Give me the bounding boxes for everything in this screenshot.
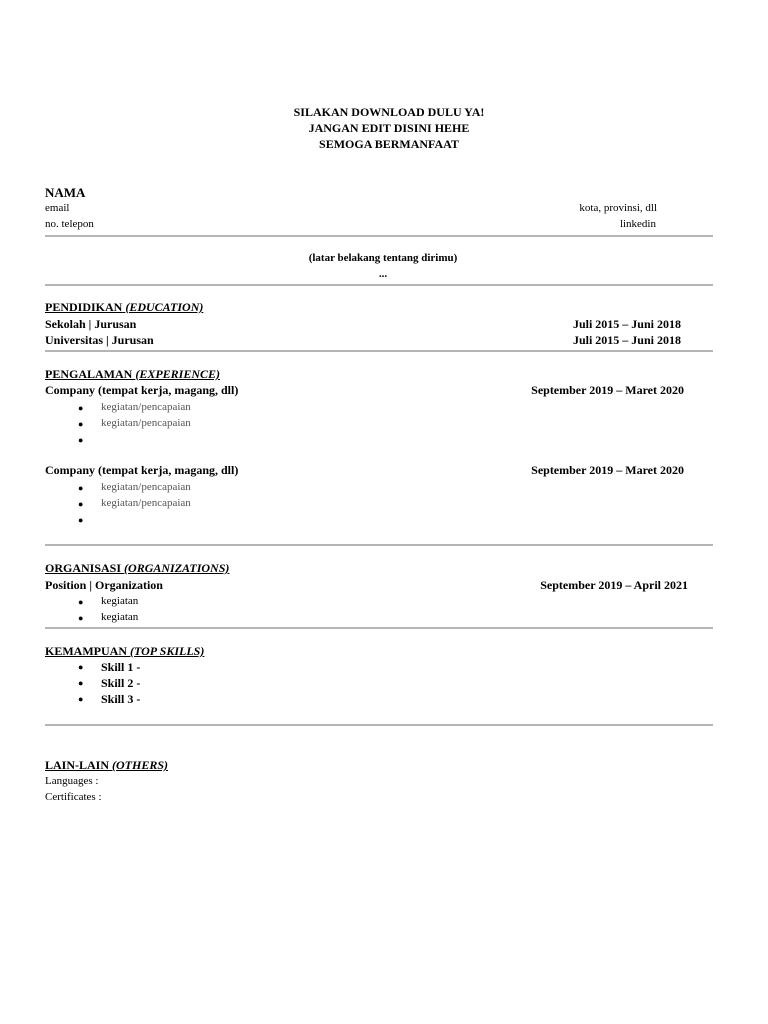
experience-heading: PENGALAMAN (EXPERIENCE) xyxy=(45,367,221,381)
skill-item-3: Skill 3 - xyxy=(101,692,141,706)
organizations-heading: ORGANISASI (ORGANIZATIONS) xyxy=(45,561,230,575)
experience-1-company: Company (tempat kerja, magang, dll) xyxy=(45,383,239,397)
divider xyxy=(45,724,713,726)
divider xyxy=(45,544,713,546)
bullet-icon: ● xyxy=(78,662,84,672)
bullet-icon: ● xyxy=(78,403,84,413)
divider xyxy=(45,284,713,286)
summary-ellipsis: ... xyxy=(378,268,388,280)
education-row-2-name: Universitas | Jurusan xyxy=(45,333,154,347)
bullet-icon: ● xyxy=(78,419,84,429)
education-row-2-date: Juli 2015 – Juni 2018 xyxy=(572,333,681,347)
bullet-icon: ● xyxy=(78,515,84,525)
others-languages: Languages : xyxy=(45,775,99,787)
education-row-1-date: Juli 2015 – Juni 2018 xyxy=(572,317,681,331)
experience-2-date: September 2019 – Maret 2020 xyxy=(531,463,684,477)
summary-text: (latar belakang tentang dirimu) xyxy=(308,252,458,264)
experience-1-bullet-1: kegiatan/pencapaian xyxy=(101,401,191,413)
bullet-icon: ● xyxy=(78,435,84,445)
education-row-1-name: Sekolah | Jurusan xyxy=(45,317,137,331)
organization-position: Position | Organization xyxy=(45,578,163,592)
bullet-icon: ● xyxy=(78,499,84,509)
experience-1-date: September 2019 – Maret 2020 xyxy=(531,383,684,397)
divider xyxy=(45,350,713,352)
experience-2-bullet-1: kegiatan/pencapaian xyxy=(101,481,191,493)
header-line-3: SEMOGA BERMANFAAT xyxy=(319,137,459,151)
header-line-1: SILAKAN DOWNLOAD DULU YA! xyxy=(293,105,485,119)
bullet-icon: ● xyxy=(78,597,84,607)
contact-email: email xyxy=(45,202,70,214)
contact-location: kota, provinsi, dll xyxy=(579,202,657,214)
skill-item-2: Skill 2 - xyxy=(101,676,141,690)
divider xyxy=(45,235,713,237)
organization-bullet-2: kegiatan xyxy=(101,611,139,623)
bullet-icon: ● xyxy=(78,694,84,704)
experience-2-company: Company (tempat kerja, magang, dll) xyxy=(45,463,239,477)
bullet-icon: ● xyxy=(78,613,84,623)
experience-1-bullet-2: kegiatan/pencapaian xyxy=(101,417,191,429)
skill-item-1: Skill 1 - xyxy=(101,660,141,674)
contact-name: NAMA xyxy=(45,185,86,200)
organization-date: September 2019 – April 2021 xyxy=(540,578,688,592)
organization-bullet-1: kegiatan xyxy=(101,595,139,607)
contact-phone: no. telepon xyxy=(45,218,94,230)
header-line-2: JANGAN EDIT DISINI HEHE xyxy=(308,121,470,135)
others-certificates: Certificates : xyxy=(45,791,102,803)
others-heading: LAIN-LAIN (OTHERS) xyxy=(45,758,169,772)
bullet-icon: ● xyxy=(78,483,84,493)
contact-linkedin: linkedin xyxy=(619,218,656,230)
divider xyxy=(45,627,713,629)
education-heading: PENDIDIKAN (EDUCATION) xyxy=(45,300,204,314)
bullet-icon: ● xyxy=(78,678,84,688)
experience-2-bullet-2: kegiatan/pencapaian xyxy=(101,497,191,509)
skills-heading: KEMAMPUAN (TOP SKILLS) xyxy=(45,644,205,658)
